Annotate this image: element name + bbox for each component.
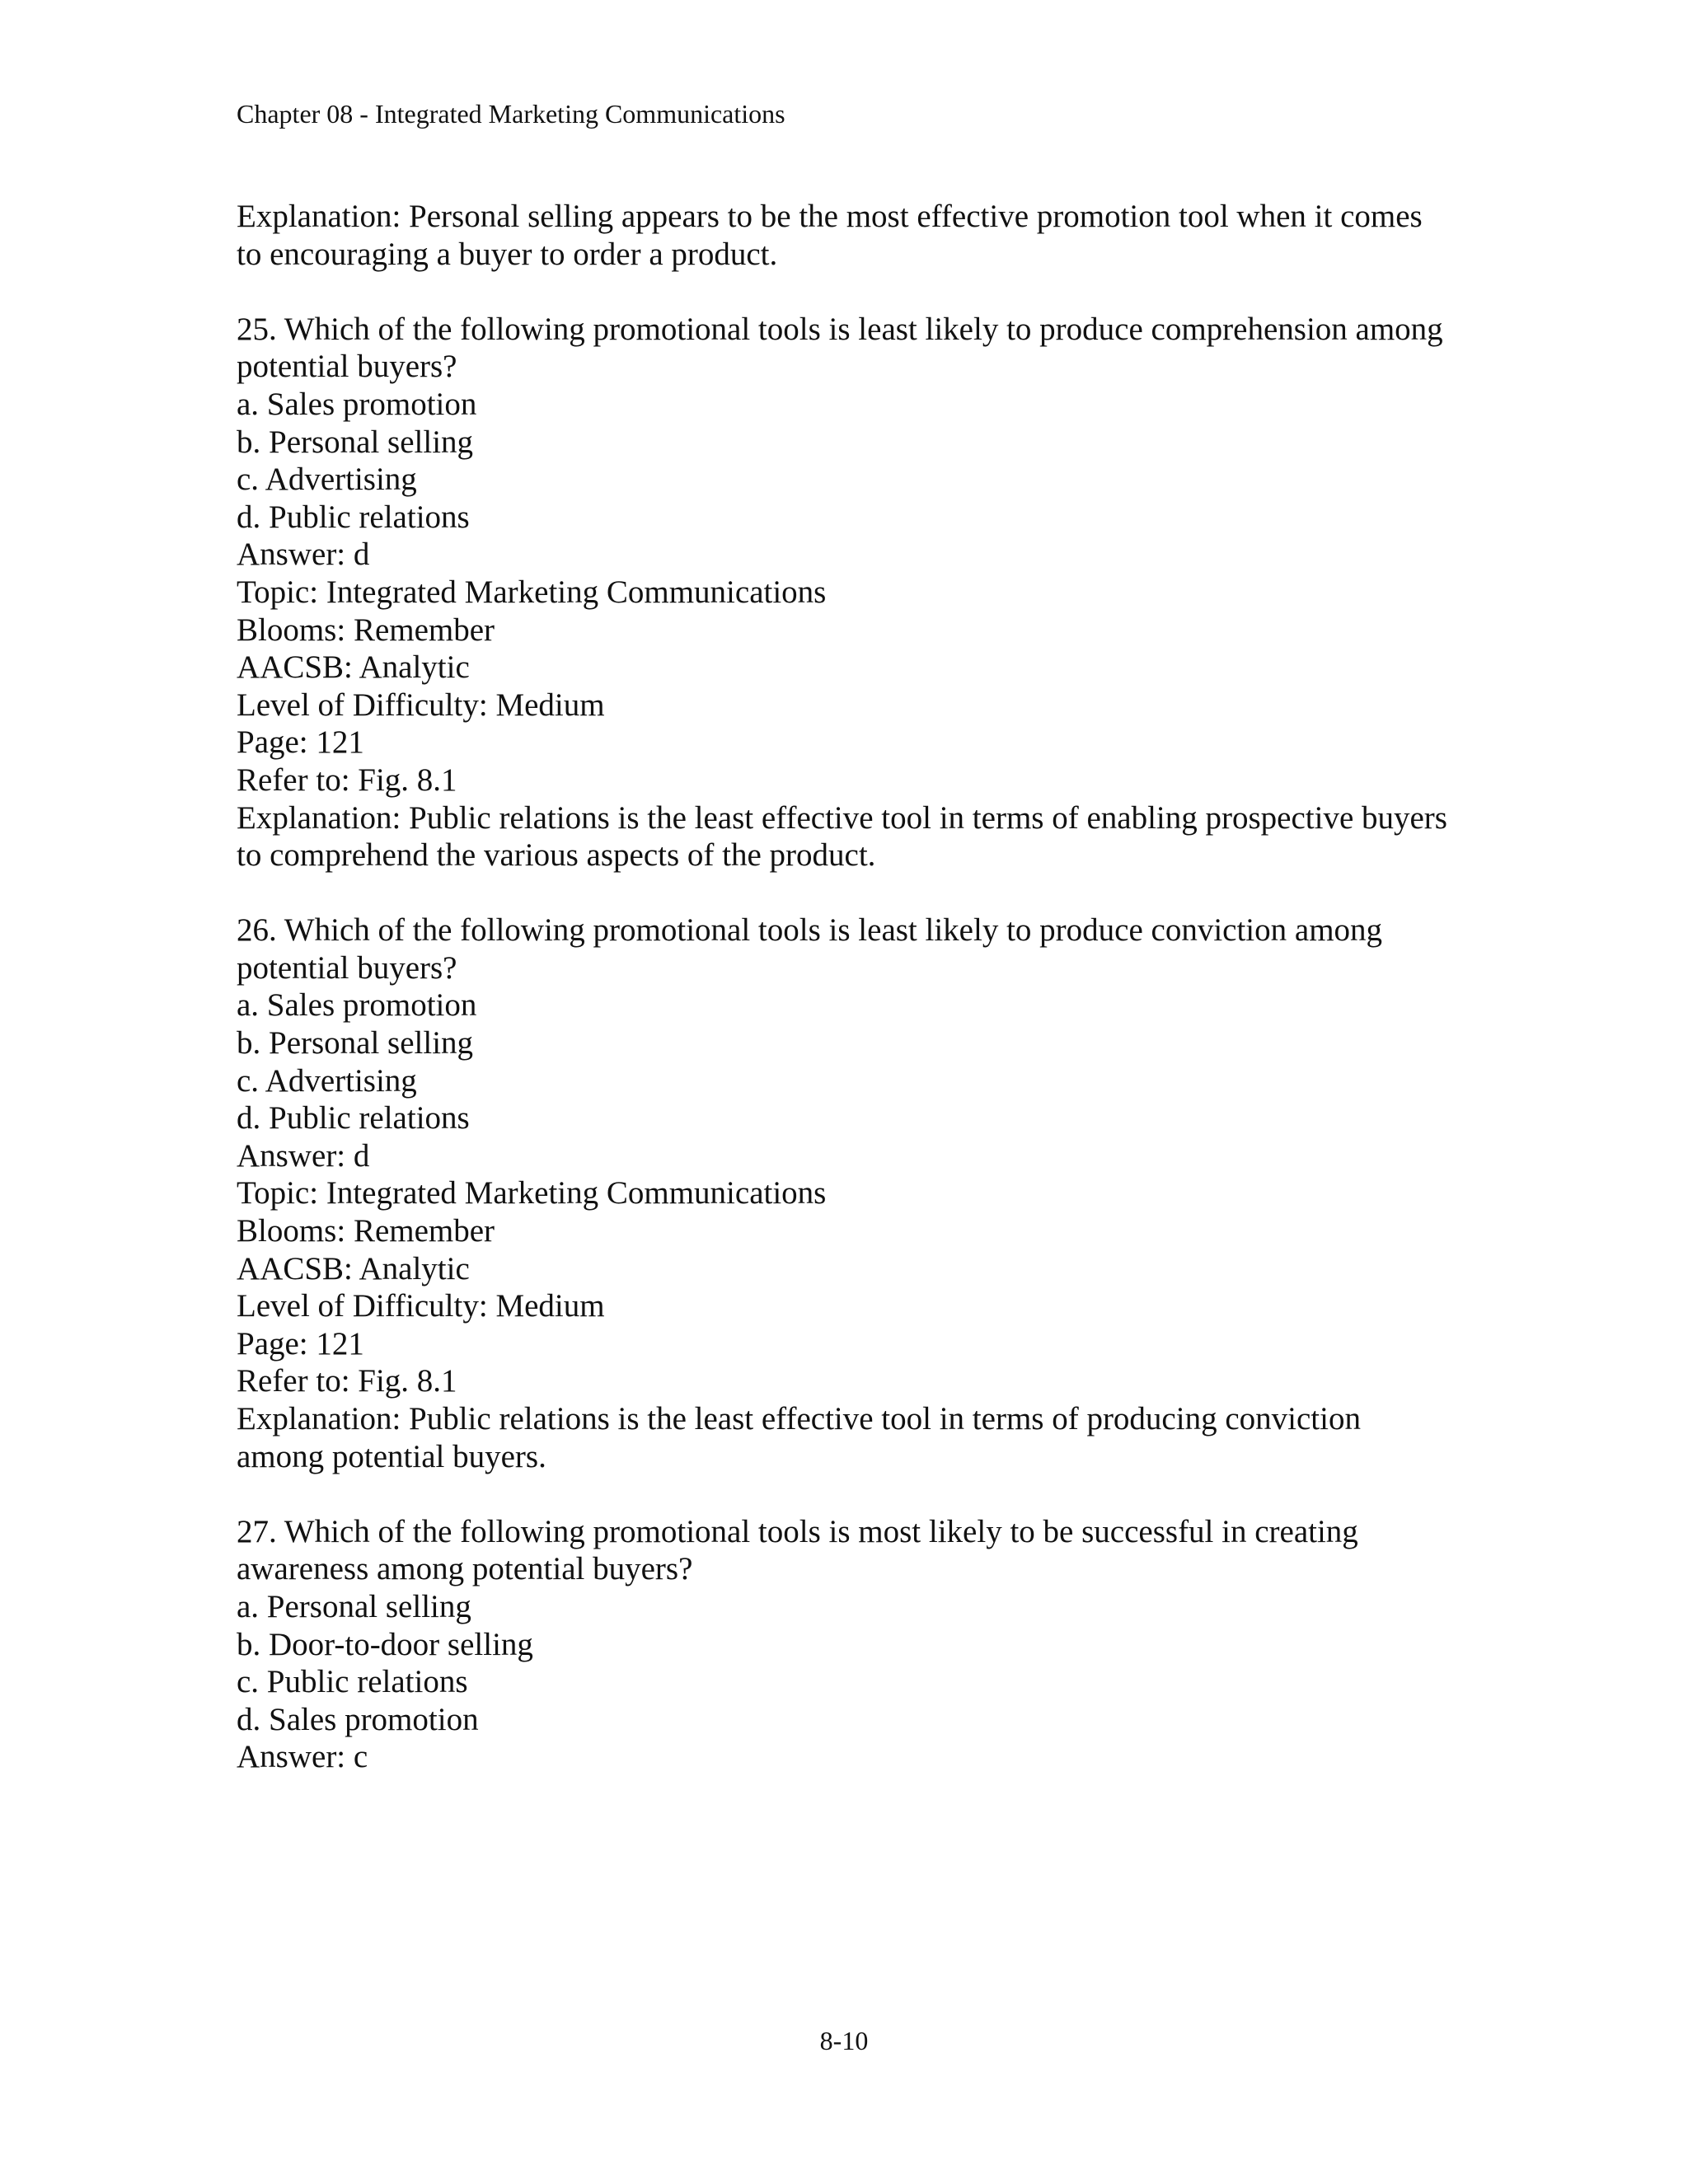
explanation-line: among potential buyers. — [237, 1438, 546, 1474]
aacsb: AACSB: Analytic — [237, 1250, 470, 1286]
figure-ref: Refer to: Fig. 8.1 — [237, 1363, 457, 1399]
paragraph-gap — [237, 874, 1489, 912]
option-a: a. Sales promotion — [237, 386, 477, 422]
question-stem: awareness among potential buyers? — [237, 1551, 693, 1587]
explanation-line: Explanation: Public relations is the least effective tool in terms of enabling prospective buyers — [237, 799, 1447, 836]
page-content — [237, 198, 1489, 1776]
difficulty: Level of Difficulty: Medium — [237, 687, 605, 723]
option-b: b. Personal selling — [237, 424, 474, 460]
blooms: Blooms: Remember — [237, 612, 495, 648]
option-d: d. Public relations — [237, 1100, 470, 1137]
option-c: c. Advertising — [237, 462, 417, 498]
intro-explanation — [237, 198, 1489, 273]
question-stem: potential buyers? — [237, 349, 457, 385]
figure-ref: Refer to: Fig. 8.1 — [237, 762, 457, 798]
difficulty: Level of Difficulty: Medium — [237, 1288, 605, 1324]
answer: Answer: d — [237, 537, 370, 573]
chapter-header: Chapter 08 - Integrated Marketing Communications — [237, 99, 785, 129]
question-26 — [237, 912, 1489, 1475]
page-ref: Page: 121 — [237, 1325, 364, 1361]
answer: Answer: c — [237, 1739, 368, 1775]
question-stem: 27. Which of the following promotional tools is most likely to be successful in creating — [237, 1513, 1358, 1549]
paragraph-gap — [237, 273, 1489, 311]
option-c: c. Public relations — [237, 1664, 468, 1700]
option-d: d. Public relations — [237, 499, 470, 535]
blooms: Blooms: Remember — [237, 1213, 495, 1249]
paragraph-gap — [237, 1475, 1489, 1513]
page-ref: Page: 121 — [237, 724, 364, 761]
answer: Answer: d — [237, 1137, 370, 1174]
aacsb: AACSB: Analytic — [237, 649, 470, 686]
option-d: d. Sales promotion — [237, 1701, 479, 1737]
explanation-line: to encouraging a buyer to order a product. — [237, 236, 778, 272]
topic: Topic: Integrated Marketing Communications — [237, 1175, 827, 1212]
question-stem: 25. Which of the following promotional tools is least likely to produce comprehension among — [237, 311, 1443, 347]
question-stem: 26. Which of the following promotional tools is least likely to produce conviction among — [237, 912, 1383, 949]
option-b: b. Personal selling — [237, 1025, 474, 1062]
question-27 — [237, 1513, 1489, 1776]
explanation-line: Explanation: Public relations is the least effective tool in terms of producing conviction — [237, 1401, 1361, 1436]
question-25 — [237, 311, 1489, 874]
topic: Topic: Integrated Marketing Communications — [237, 574, 827, 610]
page-number: 8-10 — [819, 2026, 869, 2055]
question-stem: potential buyers? — [237, 949, 457, 986]
option-a: a. Sales promotion — [237, 987, 477, 1024]
explanation-line: to comprehend the various aspects of the product. — [237, 837, 876, 874]
option-a: a. Personal selling — [237, 1588, 471, 1624]
option-b: b. Door-to-door selling — [237, 1626, 533, 1662]
explanation-line: Explanation: Personal selling appears to be the most effective promotion tool when it comes — [237, 199, 1423, 234]
option-c: c. Advertising — [237, 1062, 417, 1099]
